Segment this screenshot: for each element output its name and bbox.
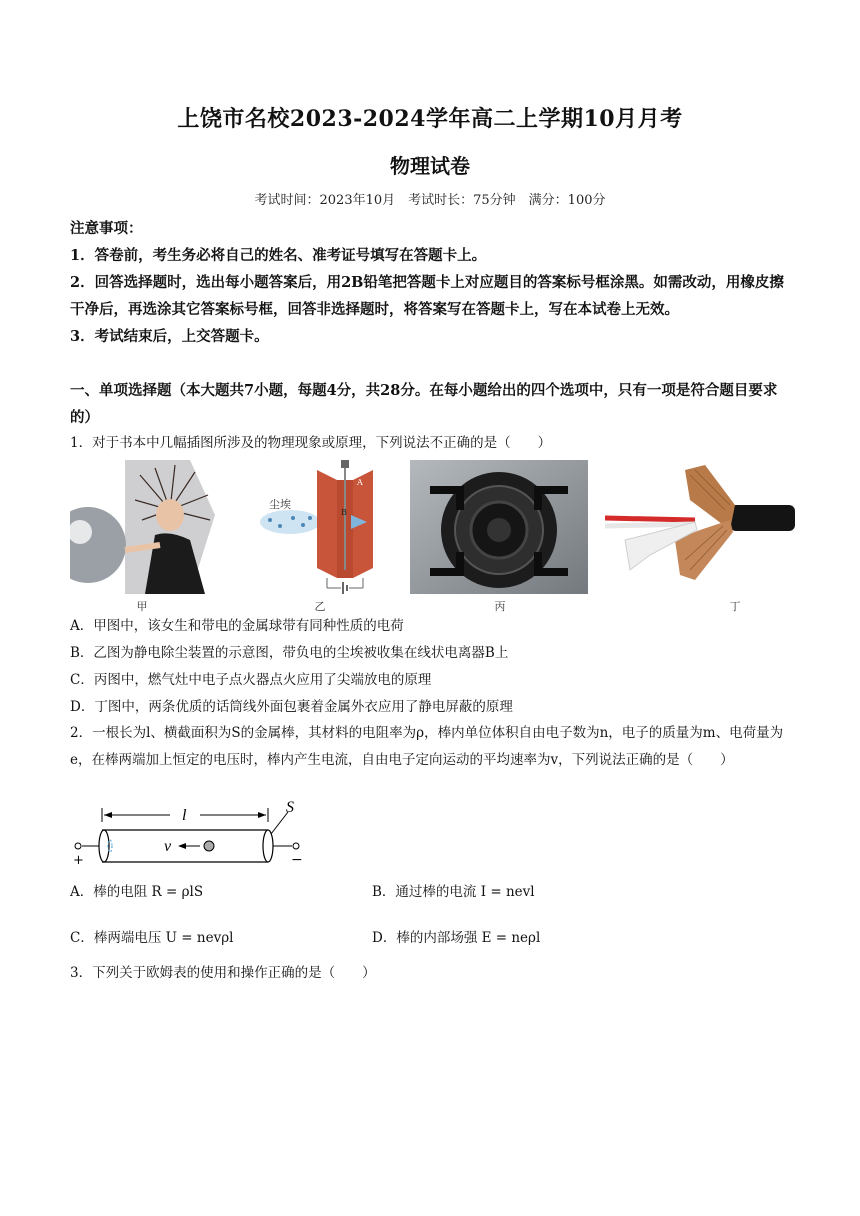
q2-option-c: C．棒两端电压 U = nevρl <box>70 930 234 946</box>
exam-title: 上饶市名校2023-2024学年高二上学期10月月考 <box>177 106 683 132</box>
q2-stem: 2．一根长为l、横截面积为S的金属棒，其材料的电阻率为ρ，棒内单位体积自由电子数为n，电子的质量为m、电荷量为e，在棒两端加上恒定的电压时，棒内产生电流，自由电子定向运动的平均速率为v，下列说法正确的是（ ） <box>70 725 784 768</box>
notes-block <box>70 215 795 350</box>
q1-option-c: C．丙图中，燃气灶中电子点火器点火应用了尖端放电的原理 <box>70 672 432 688</box>
area-label: S <box>286 800 294 816</box>
q1-options <box>70 613 795 721</box>
note-item-3: 3．考试结束后，上交答题卡。 <box>70 328 269 345</box>
plus-sign: + <box>73 853 84 868</box>
q1-option-a: A．甲图中，该女生和带电的金属球带有同种性质的电荷 <box>70 618 404 634</box>
q2-option-b: B．通过棒的电流 I = nevl <box>372 884 535 900</box>
q2-options-row-2 <box>70 926 795 950</box>
length-label: l <box>182 807 187 824</box>
exam-subtitle: 物理试卷 <box>390 154 470 178</box>
q2-option-a: A．棒的电阻 R = ρlS <box>70 884 204 900</box>
figure-yi-label: 乙 <box>314 600 326 613</box>
q2-option-d: D．棒的内部场强 E = neρl <box>372 930 541 946</box>
figure-ding-label: 丁 <box>729 600 741 613</box>
q2-rod-figure <box>70 800 310 870</box>
plate-b-label: B <box>341 508 347 517</box>
figure-bing-label: 丙 <box>494 600 506 613</box>
q1-stem: 1．对于书本中几幅插图所涉及的物理现象或原理，下列说法不正确的是（ ） <box>70 435 552 451</box>
figure-jia-label: 甲 <box>136 600 148 613</box>
q1-option-b: B．乙图为静电除尘装置的示意图，带负电的尘埃被收集在线状电离器B上 <box>70 645 509 661</box>
exam-info: 考试时间：2023年10月 考试时长：75分钟 满分：100分 <box>254 193 606 208</box>
note-item-1: 1．答卷前，考生务必将自己的姓名、准考证号填写在答题卡上。 <box>70 247 487 264</box>
plate-a-label: A <box>357 478 363 487</box>
q3-stem: 3．下列关于欧姆表的使用和操作正确的是（ ） <box>70 965 376 981</box>
note-item-2: 2．回答选择题时，选出每小题答案后，用2B铅笔把答题卡上对应题目的答案标号框涂黑。如需改动，用橡皮擦干净后，再选涂其它答案标号框，回答非选择题时，将答案写在答题卡上，写在本试卷上无效。 <box>70 274 784 318</box>
dust-label: 尘埃 <box>269 498 291 511</box>
q2-options-row-1 <box>70 880 795 904</box>
figure-yi-image <box>255 460 405 594</box>
notes-heading: 注意事项： <box>70 220 143 237</box>
section-heading: 一、单项选择题（本大题共7小题，每题4分，共28分。在每小题给出的四个选项中，只有一项是符合题目要求的） <box>70 382 778 426</box>
minus-sign: − <box>291 852 303 868</box>
q1-option-d: D．丁图中，两条优质的话筒线外面包裹着金属外衣应用了静电屏蔽的原理 <box>70 699 513 715</box>
q1-figures <box>70 460 795 613</box>
velocity-label: v <box>164 838 172 855</box>
figure-ding-image <box>605 460 795 594</box>
figure-bing-image <box>410 460 588 594</box>
figure-jia-image <box>70 460 215 594</box>
